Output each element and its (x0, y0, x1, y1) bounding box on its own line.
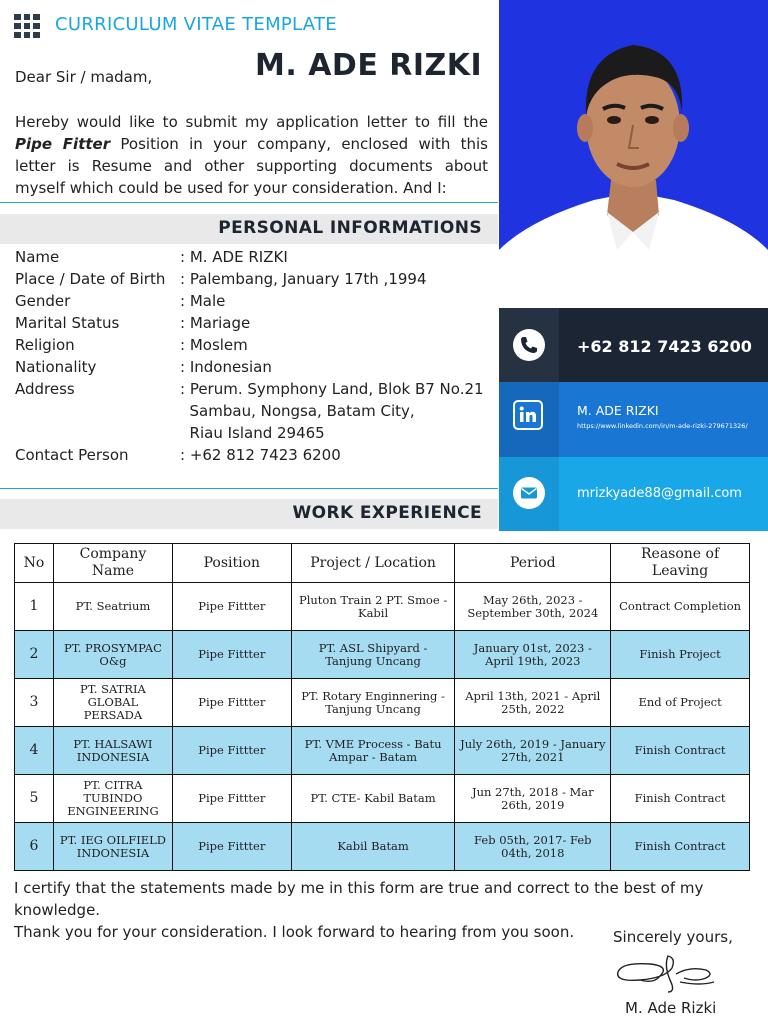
company-name-cell: PT. SATRIA GLOBAL PERSADA (53, 679, 172, 727)
leaving-reason-cell: Contract Completion (611, 583, 750, 631)
info-value: : Palembang, January 17th ,1994 (180, 270, 427, 288)
table-row (15, 823, 750, 871)
grid-menu-icon (14, 14, 40, 38)
period-cell: July 26th, 2019 - January 27th, 2021 (455, 727, 611, 775)
info-value: : M. ADE RIZKI (180, 248, 288, 266)
signer-name: M. Ade Rizki (625, 999, 717, 1017)
personal-info-list (15, 246, 484, 466)
info-label (15, 422, 180, 444)
info-label: Address (15, 380, 75, 398)
row-number-cell: 4 (15, 727, 54, 775)
table-body (15, 583, 750, 871)
personal-info-row (15, 334, 484, 356)
intro-text-end: Position in your company, enclosed with this letter is Resume and other supporting documents about myself which could be used for your consideration. And I: (15, 135, 488, 197)
work-section-header (0, 499, 498, 529)
table-row (15, 727, 750, 775)
info-label: Religion (15, 336, 75, 354)
personal-info-row (15, 312, 484, 334)
period-cell: January 01st, 2023 - April 19th, 2023 (455, 631, 611, 679)
company-name-cell: PT. CITRA TUBINDO ENGINEERING (53, 775, 172, 823)
period-cell: Jun 27th, 2018 - Mar 26th, 2019 (455, 775, 611, 823)
position-cell: Pipe Fittter (172, 583, 291, 631)
row-number-cell: 5 (15, 775, 54, 823)
email-address[interactable]: mrizkyade88@gmail.com (577, 486, 742, 501)
applied-position: Pipe Fitter (15, 135, 111, 153)
letter-greeting: Dear Sir / madam, (15, 68, 153, 86)
linkedin-icon (513, 400, 543, 430)
personal-info-row (15, 290, 484, 312)
position-cell: Pipe Fittter (172, 823, 291, 871)
info-label: Marital Status (15, 314, 120, 332)
section-title: PERSONAL INFORMATIONS (218, 218, 482, 238)
leaving-reason-cell: Finish Contract (611, 727, 750, 775)
period-cell: May 26th, 2023 - September 30th, 2024 (455, 583, 611, 631)
period-cell: April 13th, 2021 - April 25th, 2022 (455, 679, 611, 727)
phone-icon (513, 329, 545, 361)
contact-email-row (499, 457, 768, 531)
position-cell: Pipe Fittter (172, 679, 291, 727)
handwritten-signature (610, 952, 720, 996)
linkedin-url[interactable]: https://www.linkedin.com/in/m-ade-rizki-279671326/ (577, 422, 748, 430)
info-value: : Mariage (180, 314, 251, 332)
info-label (15, 400, 180, 422)
row-number-cell: 2 (15, 631, 54, 679)
row-number-cell: 1 (15, 583, 54, 631)
profile-photo (499, 0, 768, 308)
info-value: Riau Island 29465 (180, 424, 325, 442)
leaving-reason-cell: End of Project (611, 679, 750, 727)
linkedin-name: M. ADE RIZKI (577, 403, 659, 418)
position-cell: Pipe Fittter (172, 727, 291, 775)
row-number-cell: 6 (15, 823, 54, 871)
info-label: Name (15, 248, 60, 266)
phone-number[interactable]: +62 812 7423 6200 (577, 337, 752, 356)
table-header-row (15, 544, 750, 583)
document-label: CURRICULUM VITAE TEMPLATE (55, 14, 337, 35)
info-label: Nationality (15, 358, 97, 376)
work-experience-table (14, 543, 750, 871)
personal-info-row (15, 246, 484, 268)
project-location-cell: PT. VME Process - Batu Ampar - Batam (291, 727, 455, 775)
applicant-name-title: M. ADE RIZKI (255, 48, 483, 83)
letter-intro (15, 111, 488, 199)
thanks-text: Thank you for your consideration. I look forward to hearing from you soon. (14, 923, 575, 941)
info-value: : Male (180, 292, 226, 310)
contact-phone-row (499, 308, 768, 382)
personal-info-row (15, 268, 484, 290)
column-header: Period (455, 544, 611, 583)
divider-line (0, 488, 498, 489)
info-value: Sambau, Nongsa, Batam City, (180, 402, 415, 420)
position-cell: Pipe Fittter (172, 775, 291, 823)
position-cell: Pipe Fittter (172, 631, 291, 679)
project-location-cell: PT. Rotary Enginnering - Tanjung Uncang (291, 679, 455, 727)
leaving-reason-cell: Finish Contract (611, 823, 750, 871)
leaving-reason-cell: Finish Contract (611, 775, 750, 823)
section-title: WORK EXPERIENCE (292, 503, 482, 523)
project-location-cell: PT. ASL Shipyard - Tanjung Uncang (291, 631, 455, 679)
period-cell: Feb 05th, 2017- Feb 04th, 2018 (455, 823, 611, 871)
intro-text-start: Hereby would like to submit my application letter to fill the (15, 113, 488, 131)
row-number-cell: 3 (15, 679, 54, 727)
table-row (15, 679, 750, 727)
company-name-cell: PT. HALSAWI INDONESIA (53, 727, 172, 775)
info-label: Place / Date of Birth (15, 270, 166, 288)
info-label: Contact Person (15, 446, 129, 464)
company-name-cell: PT. PROSYMPAC O&g (53, 631, 172, 679)
certification-text: I certify that the statements made by me in this form are true and correct to the best of my knowledge. (14, 879, 704, 919)
table-row (15, 583, 750, 631)
email-icon (513, 477, 545, 509)
column-header: Company Name (53, 544, 172, 583)
info-value: : +62 812 7423 6200 (180, 446, 341, 464)
project-location-cell: PT. CTE- Kabil Batam (291, 775, 455, 823)
column-header: Reasone of Leaving (611, 544, 750, 583)
info-value: : Moslem (180, 336, 248, 354)
personal-info-row (15, 378, 484, 400)
personal-info-row (15, 444, 484, 466)
company-name-cell: PT. Seatrium (53, 583, 172, 631)
personal-info-row (15, 422, 484, 444)
info-value: : Perum. Symphony Land, Blok B7 No.21 (180, 380, 484, 398)
personal-section-header (0, 214, 498, 244)
info-value: : Indonesian (180, 358, 272, 376)
info-label: Gender (15, 292, 71, 310)
column-header: No (15, 544, 54, 583)
column-header: Position (172, 544, 291, 583)
company-name-cell: PT. IEG OILFIELD INDONESIA (53, 823, 172, 871)
project-location-cell: Pluton Train 2 PT. Smoe - Kabil (291, 583, 455, 631)
sincerely-text: Sincerely yours, (613, 928, 733, 946)
contact-linkedin-row (499, 382, 768, 457)
project-location-cell: Kabil Batam (291, 823, 455, 871)
table-row (15, 631, 750, 679)
leaving-reason-cell: Finish Project (611, 631, 750, 679)
column-header: Project / Location (291, 544, 455, 583)
table-row (15, 775, 750, 823)
personal-info-row (15, 356, 484, 378)
portrait-illustration (499, 0, 768, 308)
personal-info-row (15, 400, 484, 422)
divider-line (0, 202, 498, 203)
